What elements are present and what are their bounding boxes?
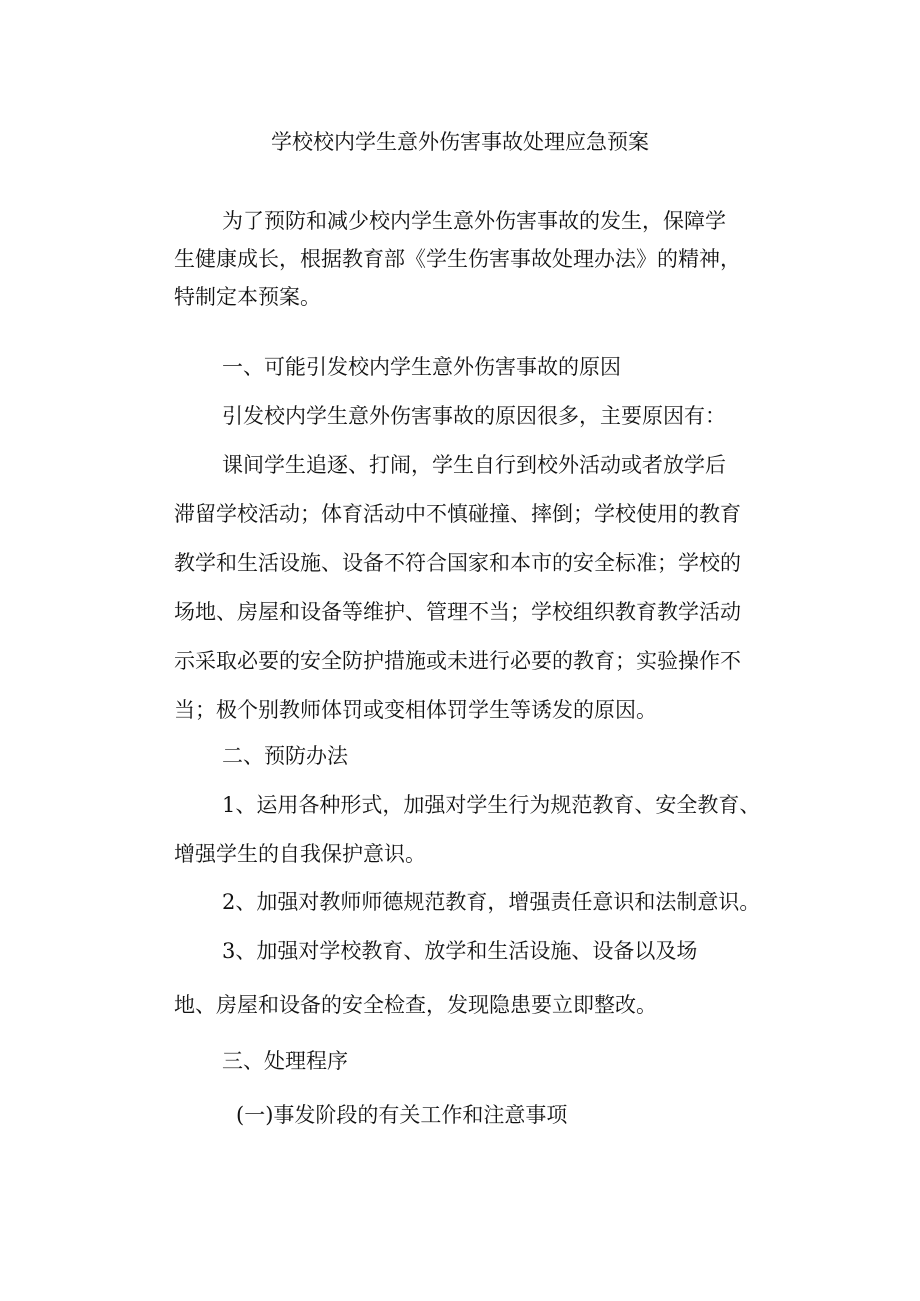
text-line: (一)事发阶段的有关工作和注意事项	[236, 1103, 568, 1127]
text-line: 三、处理程序	[222, 1049, 348, 1073]
text-line: 1、运用各种形式，加强对学生行为规范教育、安全教育、	[222, 793, 761, 817]
intro-paragraph	[174, 202, 752, 316]
document-title: 学校校内学生意外伤害事故处理应急预案	[271, 130, 649, 154]
text-line: 滞留学校活动；体育活动中不慎碰撞、摔倒；学校使用的教育	[174, 502, 741, 526]
causes-paragraph	[174, 446, 752, 740]
measure-item-continued	[174, 986, 752, 1024]
text-line: 特制定本预案。	[174, 285, 321, 309]
section-heading	[174, 348, 752, 386]
subsection-heading	[174, 1096, 752, 1134]
text-line: 二、预防办法	[222, 744, 348, 768]
text-line: 示采取必要的安全防护措施或未进行必要的教育；实验操作不	[174, 649, 741, 673]
text-line: 地、房屋和设备的安全检查，发现隐患要立即整改。	[174, 993, 657, 1017]
measure-item	[174, 786, 761, 873]
text-line: 为了预防和减少校内学生意外伤害事故的发生，保障学	[222, 209, 726, 233]
text-line: 教学和生活设施、设备不符合国家和本市的安全标准；学校的	[174, 551, 741, 575]
section-lead	[174, 397, 752, 435]
text-line: 引发校内学生意外伤害事故的原因很多，主要原因有：	[222, 404, 726, 428]
text-line: 生健康成长，根据教育部《学生伤害事故处理办法》的精神，	[174, 247, 741, 271]
measure-item	[174, 932, 752, 970]
measure-item	[174, 883, 761, 921]
text-line: 当；极个别教师体罚或变相体罚学生等诱发的原因。	[174, 698, 657, 722]
text-line: 场地、房屋和设备等维护、管理不当；学校组织教育教学活动	[174, 600, 741, 624]
text-line: 增强学生的自我保护意识。	[174, 842, 426, 866]
text-line: 2、加强对教师师德规范教育，增强责任意识和法制意识。	[222, 890, 761, 914]
text-line: 课间学生追逐、打闹，学生自行到校外活动或者放学后	[222, 453, 726, 477]
text-line: 3、加强对学校教育、放学和生活设施、设备以及场	[222, 939, 698, 963]
text-line: 一、可能引发校内学生意外伤害事故的原因	[222, 355, 621, 379]
section-heading	[174, 1042, 752, 1080]
section-heading	[174, 737, 752, 775]
